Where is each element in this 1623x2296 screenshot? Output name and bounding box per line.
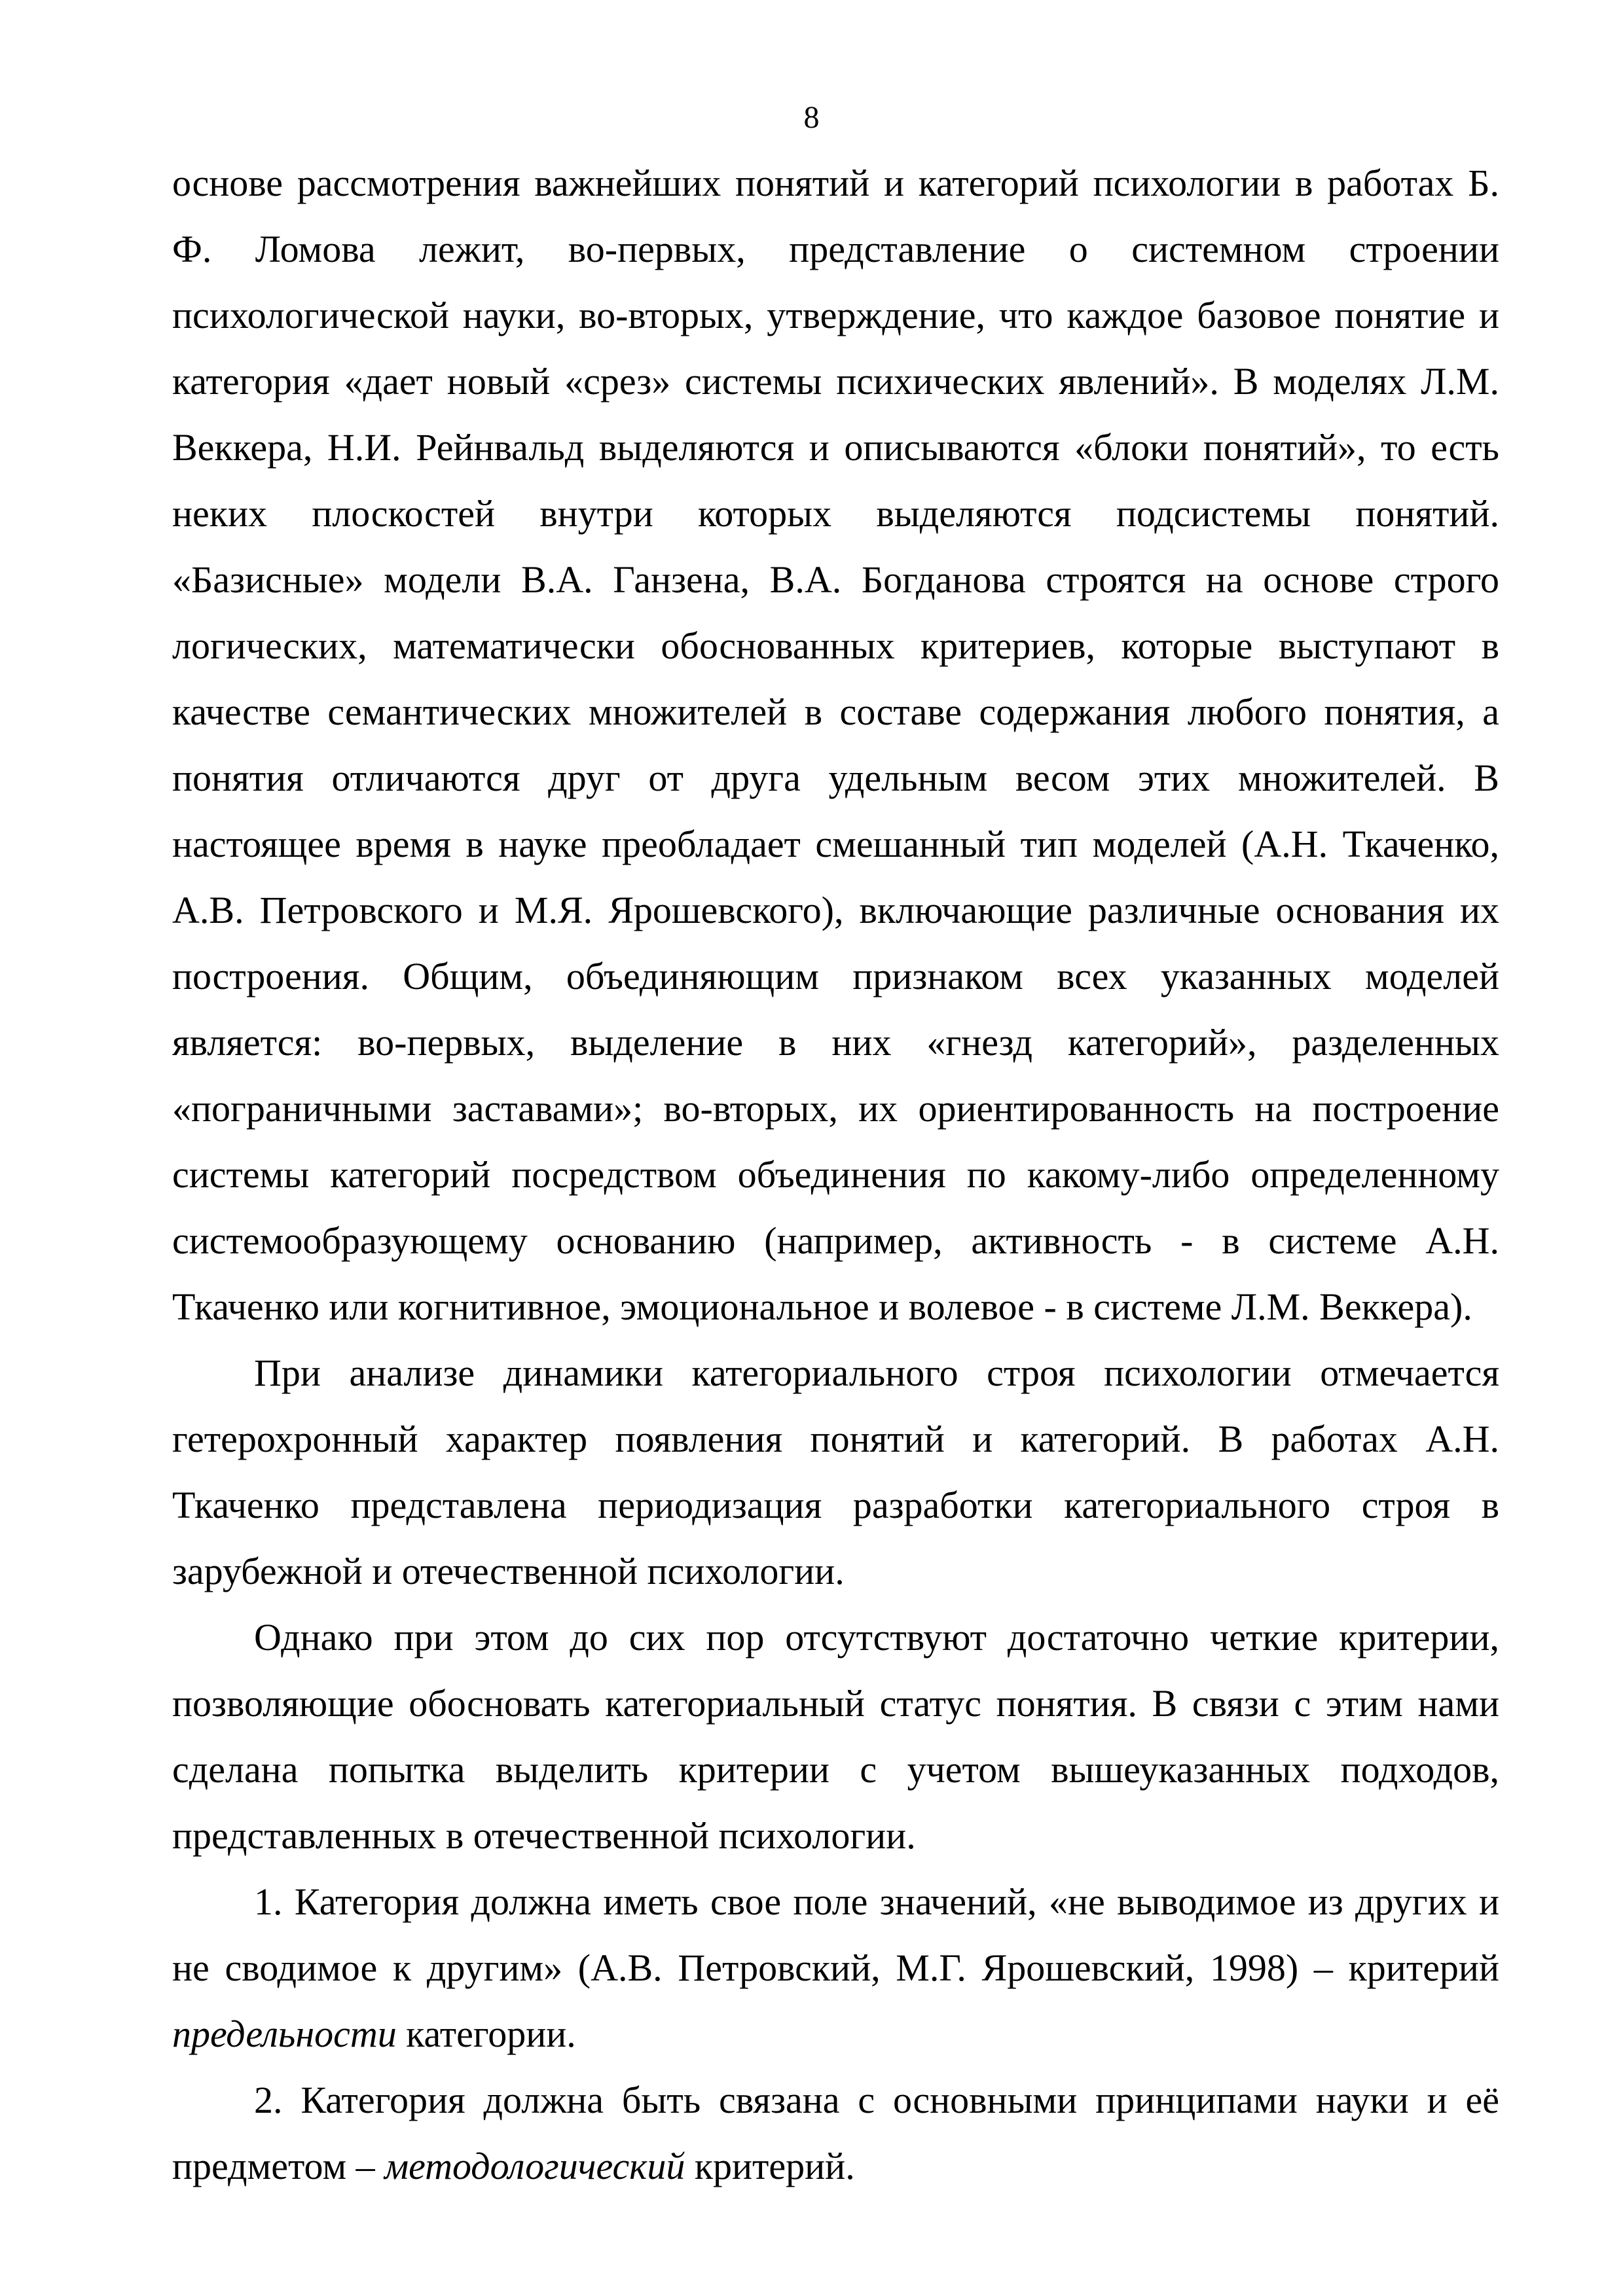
text-line [172, 2133, 1499, 2199]
text-line: «Базисные» модели В.А. Ганзена, В.А. Богданова строятся на основе строго [172, 558, 1499, 601]
text-line: неких плоскостей внутри которых выделяются подсистемы понятий. [172, 492, 1499, 535]
list-item-2 [172, 2067, 1499, 2199]
text-line: При анализе динамики категориального строя психологии отмечается [254, 1352, 1499, 1394]
text-line: Ткаченко представлена периодизация разработки категориального строя в [172, 1484, 1499, 1526]
text-line: системы категорий посредством объединения по какому-либо определенному [172, 1153, 1499, 1196]
text-line: категория «дает новый «срез» системы психических явлений». В моделях Л.М. [172, 360, 1499, 403]
text-line: понятия отличаются друг от друга удельным весом этих множителей. В [172, 757, 1499, 799]
text-run: предметом – [172, 2145, 385, 2187]
text-run: категории. [396, 2013, 576, 2055]
text-line: представленных в отечественной психологии. [172, 1814, 916, 1857]
text-line: является: во-первых, выделение в них «гнезд категорий», разделенных [172, 1021, 1499, 1064]
text-line: не сводимое к другим» (А.В. Петровский, М.Г. Ярошевский, 1998) – критерий [172, 1946, 1499, 1989]
text-line: основе рассмотрения важнейших понятий и категорий психологии в работах Б. [172, 162, 1499, 204]
paragraph-3 [172, 1604, 1499, 1869]
page-number: 8 [803, 100, 820, 135]
text-line: логических, математически обоснованных критериев, которые выступают в [172, 624, 1499, 667]
paragraph-2 [172, 1340, 1499, 1604]
text-line: 1. Категория должна иметь свое поле значений, «не выводимое из других и [254, 1880, 1499, 1923]
text-line: «пограничными заставами»; во-вторых, их ориентированность на построение [172, 1087, 1499, 1130]
text-line: сделана попытка выделить критерии с учетом вышеуказанных подходов, [172, 1748, 1499, 1791]
paragraph-1 [172, 150, 1499, 1340]
text-line: Ткаченко или когнитивное, эмоциональное и волевое - в системе Л.М. Веккера). [172, 1285, 1472, 1328]
text-run: критерий. [685, 2145, 855, 2187]
body-text [172, 150, 1499, 2199]
text-line: гетерохронный характер появления понятий и категорий. В работах А.Н. [172, 1418, 1499, 1460]
text-line: Ф. Ломова лежит, во-первых, представление о системном строении [172, 228, 1499, 270]
text-line [172, 2001, 1499, 2067]
text-line: системообразующему основанию (например, активность - в системе А.Н. [172, 1219, 1499, 1262]
text-line: качестве семантических множителей в составе содержания любого понятия, а [172, 691, 1499, 733]
criterion-term-emphasis: предельности [172, 2013, 397, 2055]
text-line: позволяющие обосновать категориальный статус понятия. В связи с этим нами [172, 1682, 1499, 1725]
criterion-term-emphasis: методологический [384, 2145, 685, 2187]
text-line: Однако при этом до сих пор отсутствуют достаточно четкие критерии, [254, 1616, 1499, 1659]
list-item-1 [172, 1869, 1499, 2067]
text-line: 2. Категория должна быть связана с основными принципами науки и её [254, 2079, 1499, 2121]
text-line: построения. Общим, объединяющим признаком всех указанных моделей [172, 955, 1499, 997]
text-line: настоящее время в науке преобладает смешанный тип моделей (А.Н. Ткаченко, [172, 823, 1499, 865]
text-line: психологической науки, во-вторых, утверждение, что каждое базовое понятие и [172, 294, 1499, 336]
text-line: зарубежной и отечественной психологии. [172, 1550, 845, 1592]
text-line: Веккера, Н.И. Рейнвальд выделяются и описываются «блоки понятий», то есть [172, 426, 1499, 469]
text-line: А.В. Петровского и М.Я. Ярошевского), включающие различные основания их [172, 889, 1499, 931]
